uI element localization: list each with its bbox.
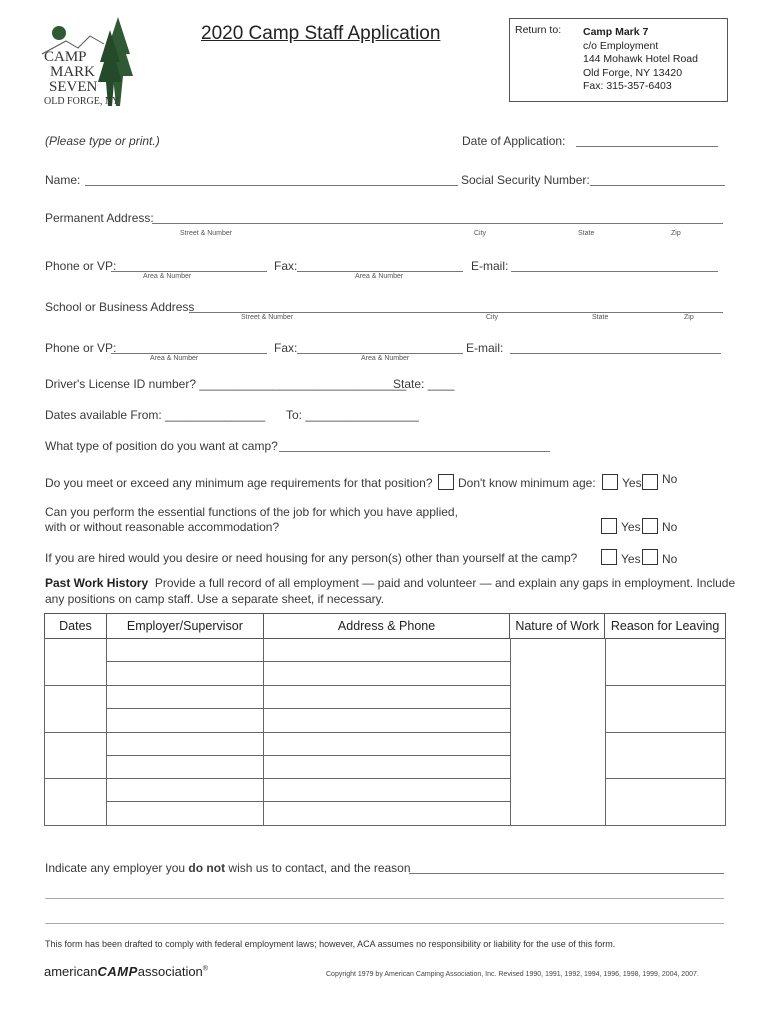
yes-label: Yes [621, 552, 641, 566]
essential-question-line2: with or without reasonable accommodation? [45, 520, 280, 534]
work-history-text2: any positions on camp staff. Use a separate sheet, if necessary. [45, 592, 385, 606]
column-header-nature: Nature of Work [510, 614, 605, 639]
email-label: E-mail: [466, 341, 504, 355]
area-hint: Area & Number [150, 355, 199, 362]
area-hint: Area & Number [355, 273, 404, 280]
return-line: Fax: 315-357-6403 [583, 80, 672, 92]
license-label[interactable]: Driver's License ID number? _______________________________ [45, 377, 407, 391]
logo-location: OLD FORGE, NY [44, 96, 120, 107]
phone-label: Phone or VP: [45, 259, 117, 273]
dates-to[interactable]: To: _________________ [286, 408, 419, 422]
return-line: Old Forge, NY 13420 [583, 66, 683, 79]
area-hint: Area & Number [361, 355, 410, 362]
yes-label: Yes [622, 476, 642, 490]
no-label: No [662, 552, 678, 566]
form-title: 2020 Camp Staff Application [201, 23, 441, 44]
contact-post: wish us to contact, and the reason [225, 861, 411, 875]
housing-question: If you are hired would you desire or need housing for any person(s) other than yourself at the camp? [45, 551, 578, 565]
return-line: c/o Employment [583, 39, 659, 52]
logo-line-camp: CAMP [44, 49, 87, 65]
position-label: What type of position do you want at camp? [45, 439, 278, 453]
return-line: 144 Mohawk Hotel Road [583, 53, 698, 65]
work-history-heading: Past Work History [45, 576, 149, 590]
column-header-address: Address & Phone [263, 614, 510, 639]
yes-label: Yes [621, 520, 641, 534]
do-not-contact-label [45, 861, 411, 875]
name-label: Name: [45, 173, 81, 187]
return-label: Return to: [515, 24, 562, 36]
age-question: Do you meet or exceed any minimum age requirements for that position? [45, 476, 433, 490]
fax-label: Fax: [274, 341, 298, 355]
copyright-text: Copyright 1979 by American Camping Association, Inc. Revised 1990, 1991, 1992, 1994, 1996, 1998, 1999, 2004, 2007. [326, 971, 699, 978]
return-name: Camp Mark 7 [583, 26, 649, 38]
ssn-label: Social Security Number: [461, 173, 590, 187]
essential-question-line1: Can you perform the essential functions of the job for which you have applied, [45, 505, 458, 519]
dont-know-label: Don't know minimum age: [458, 476, 596, 490]
column-header-dates: Dates [45, 614, 107, 639]
column-header-reason: Reason for Leaving [605, 614, 726, 639]
logo-line-seven: SEVEN [49, 79, 98, 95]
column-header-employer: Employer/Supervisor [106, 614, 263, 639]
street-hint: Street & Number [241, 314, 294, 321]
disclaimer-text: This form has been drafted to comply with federal employment laws; however, ACA assumes no responsibility or liability for the use of this form. [45, 939, 616, 949]
date-label: Date of Application: [462, 134, 566, 148]
street-hint: Street & Number [180, 230, 233, 237]
aca-logo-post: association [137, 964, 203, 979]
logo-line-mark: MARK [50, 64, 96, 80]
contact-pre: Indicate any employer you [45, 861, 189, 875]
do-not-contact-field[interactable] [409, 873, 724, 874]
email-label: E-mail: [471, 259, 509, 273]
license-state[interactable]: State: ____ [393, 377, 455, 391]
dates-from[interactable]: Dates available From: _______________ [45, 408, 266, 422]
zip-hint: Zip [684, 314, 694, 321]
aca-registered-mark: ® [202, 965, 208, 973]
city-hint: City [486, 314, 499, 321]
phone-label: Phone or VP: [45, 341, 117, 355]
permanent-address-label: Permanent Address: [45, 211, 154, 225]
work-history-text1: Provide a full record of all employment — paid and volunteer — and explain any gaps in employment. Include [154, 576, 736, 590]
aca-logo-camp: CAMP [97, 964, 138, 979]
aca-logo [44, 964, 208, 979]
school-address-label: School or Business Address [45, 300, 195, 314]
contact-bold: do not [188, 861, 226, 875]
aca-logo-pre: american [44, 964, 98, 979]
state-hint: State [578, 230, 595, 237]
fax-label: Fax: [274, 259, 298, 273]
city-hint: City [474, 230, 487, 237]
no-label: No [662, 472, 678, 486]
do-not-contact-line-2[interactable] [45, 898, 724, 899]
instruction-text: (Please type or print.) [45, 134, 160, 148]
area-hint: Area & Number [143, 273, 192, 280]
no-label: No [662, 520, 678, 534]
state-hint: State [592, 314, 609, 321]
zip-hint: Zip [671, 230, 681, 237]
do-not-contact-line-3[interactable] [45, 923, 724, 924]
